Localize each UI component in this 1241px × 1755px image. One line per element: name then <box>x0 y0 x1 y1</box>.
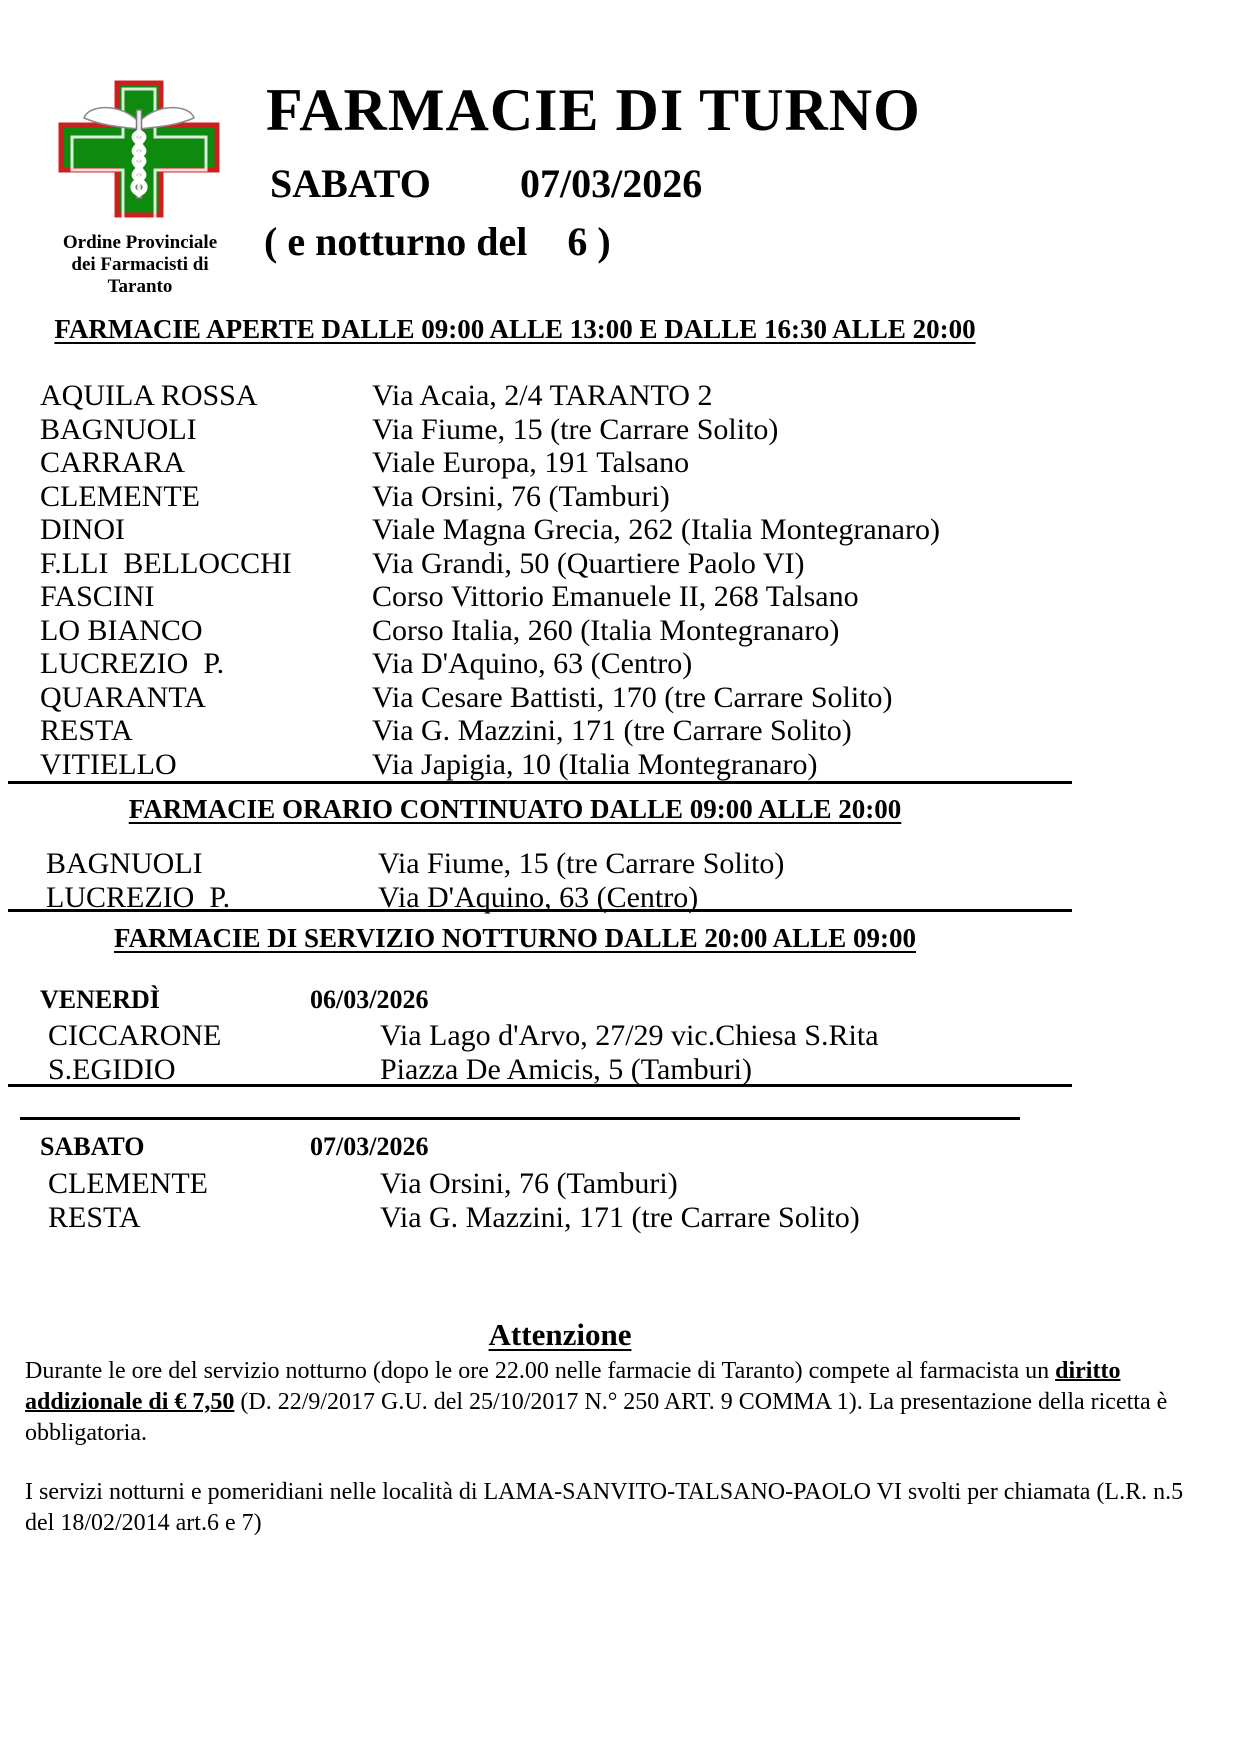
attention-p1-before: Durante le ore del servizio notturno (dopo le ore 22.00 nelle farmacie di Taranto) compete al farmacista un <box>25 1358 1056 1384</box>
night-note: ( e notturno del 6 ) <box>264 219 611 264</box>
attention-p1-after: (D. 22/9/2017 G.U. del 25/10/2017 N.° 250 ART. 9 COMMA 1). La presentazione della ricetta è obbligatoria. <box>25 1389 1168 1446</box>
open-pharmacies-list <box>40 379 1220 781</box>
pharmacy-name: BAGNUOLI <box>40 412 197 446</box>
pharmacy-name: S.EGIDIO <box>48 1052 176 1086</box>
pharmacy-address: Via Orsini, 76 (Tamburi) <box>380 1167 678 1200</box>
pharmacy-name: RESTA <box>40 714 133 747</box>
section-divider <box>8 1084 1072 1087</box>
attention-surcharge-text: diritto addizionale di € 7,50 <box>25 1358 1121 1415</box>
pharmacy-address: Via Cesare Battisti, 170 (tre Carrare Solito) <box>372 680 893 714</box>
pharmacy-name: FASCINI <box>40 580 155 613</box>
pharmacy-address: Piazza De Amicis, 5 (Tamburi) <box>380 1052 752 1086</box>
pharmacy-address: Via Fiume, 15 (tre Carrare Solito) <box>378 847 785 880</box>
pharmacy-name: AQUILA ROSSA <box>40 379 258 412</box>
pharmacy-row <box>48 1201 1228 1235</box>
night-saturday-header <box>40 1132 428 1162</box>
pharmacy-row <box>40 647 1220 681</box>
pharmacy-address: Viale Magna Grecia, 262 (Italia Montegranaro) <box>372 513 940 546</box>
pharmacy-address: Corso Vittorio Emanuele II, 268 Talsano <box>372 580 859 613</box>
section-night-title: FARMACIE DI SERVIZIO NOTTURNO DALLE 20:00 ALLE 09:00 <box>114 923 916 953</box>
pharmacy-row <box>40 614 1220 648</box>
pharmacy-name: QUARANTA <box>40 680 206 714</box>
pharmacy-row <box>48 1019 1228 1053</box>
pharmacy-address: Corso Italia, 260 (Italia Montegranaro) <box>372 613 840 647</box>
attention-paragraph-2: I servizi notturni e pomeridiani nelle località di LAMA-SANVITO-TALSANO-PAOLO VI svolti per chiamata (L.R. n.5 del 18/02/2014 art.6 e 7) <box>25 1479 1184 1536</box>
night-friday-date-label: 06/03/2026 <box>310 985 429 1014</box>
pharmacy-address: Via Orsini, 76 (Tamburi) <box>372 479 670 513</box>
pharmacy-name: RESTA <box>48 1200 141 1234</box>
pharmacy-row <box>40 714 1220 748</box>
pharmacy-address: Viale Europa, 191 Talsano <box>372 446 690 479</box>
pharmacy-name: CLEMENTE <box>48 1167 208 1200</box>
pharmacy-address: Via Fiume, 15 (tre Carrare Solito) <box>372 412 779 446</box>
pharmacy-row <box>40 580 1220 614</box>
continuous-pharmacies-list <box>46 847 1226 914</box>
pharmacy-address: Via Lago d'Arvo, 27/29 vic.Chiesa S.Rita <box>380 1019 879 1052</box>
org-name-line: Ordine Provinciale <box>62 232 218 253</box>
pharmacy-address: Via G. Mazzini, 171 (tre Carrare Solito) <box>380 1200 860 1234</box>
page-title: FARMACIE DI TURNO <box>266 77 921 143</box>
pharmacy-name: CARRARA <box>40 446 186 479</box>
pharmacy-name: LO BIANCO <box>40 613 203 647</box>
section-divider <box>8 781 1072 784</box>
pharmacy-name: DINOI <box>40 513 125 546</box>
night-friday-pharmacies-list <box>48 1019 1228 1086</box>
pharmacy-row <box>40 547 1220 581</box>
header-day-line <box>270 160 702 207</box>
pharmacy-address: Via D'Aquino, 63 (Centro) <box>378 880 699 914</box>
attention-title: Attenzione <box>488 1317 632 1352</box>
pharmacy-row <box>40 446 1220 480</box>
pharmacy-address: Via D'Aquino, 63 (Centro) <box>372 647 693 680</box>
pharmacy-address: Via Grandi, 50 (Quartiere Paolo VI) <box>372 546 805 580</box>
pharmacy-row <box>40 480 1220 514</box>
section-open-title: FARMACIE APERTE DALLE 09:00 ALLE 13:00 E DALLE 16:30 ALLE 20:00 <box>54 314 976 344</box>
night-friday-header <box>40 985 428 1015</box>
org-name-line: dei Farmacisti di <box>71 254 209 275</box>
attention-paragraph-1 <box>25 1356 1205 1449</box>
night-saturday-day-label: SABATO <box>40 1132 145 1161</box>
pharmacy-name: BAGNUOLI <box>46 847 203 880</box>
section-continuous-title: FARMACIE ORARIO CONTINUATO DALLE 09:00 ALLE 20:00 <box>128 794 902 824</box>
pharmacy-address: Via Japigia, 10 (Italia Montegranaro) <box>372 747 818 781</box>
pharmacy-row <box>40 413 1220 447</box>
pharmacy-address: Via G. Mazzini, 171 (tre Carrare Solito) <box>372 714 852 747</box>
org-name <box>28 232 252 298</box>
night-saturday-pharmacies-list <box>48 1167 1228 1234</box>
night-saturday-date-label: 07/03/2026 <box>310 1132 429 1161</box>
pharmacy-row <box>40 379 1220 413</box>
org-name-line: Taranto <box>107 276 173 297</box>
header-day-label: SABATO <box>270 161 431 206</box>
pharmacy-address: Via Acaia, 2/4 TARANTO 2 <box>372 379 713 412</box>
pharmacy-row <box>48 1167 1228 1201</box>
section-divider <box>20 1117 1020 1120</box>
pharmacy-name: F.LLI BELLOCCHI <box>40 546 292 580</box>
pharmacy-name: CICCARONE <box>48 1019 222 1052</box>
pharmacy-row <box>40 748 1220 782</box>
green-cross-caduceus-icon <box>58 80 220 218</box>
night-friday-day-label: VENERDÌ <box>40 985 160 1014</box>
pharmacy-row <box>46 847 1226 881</box>
pharmacy-row <box>40 513 1220 547</box>
header-date-label: 07/03/2026 <box>520 161 703 206</box>
section-divider <box>8 909 1072 912</box>
pharmacy-name: CLEMENTE <box>40 479 200 513</box>
pharmacy-row <box>40 681 1220 715</box>
pharmacy-row <box>48 1053 1228 1087</box>
pharmacy-name: LUCREZIO P. <box>46 880 231 914</box>
pharmacy-name: VITIELLO <box>40 747 177 781</box>
pharmacy-name: LUCREZIO P. <box>40 647 225 680</box>
